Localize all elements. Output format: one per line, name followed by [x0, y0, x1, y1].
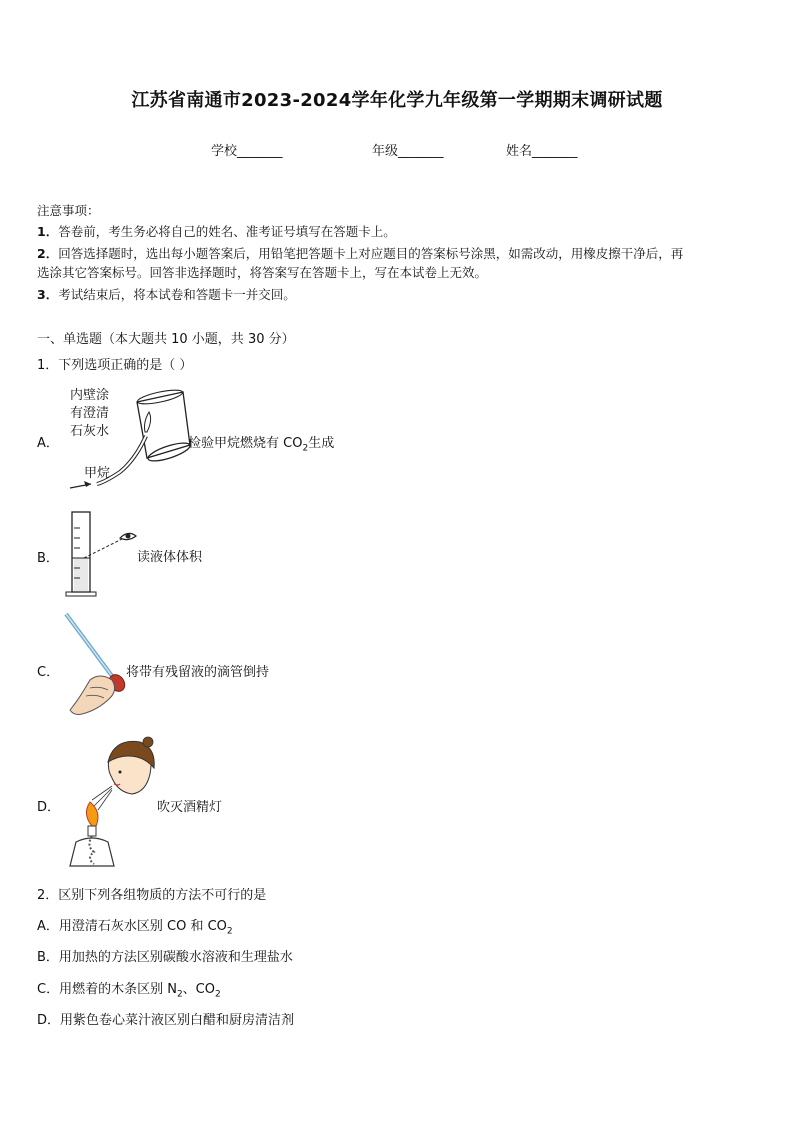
q1-a-gas-label: 甲烷 — [84, 466, 111, 481]
graduated-cylinder-diagram — [62, 508, 142, 600]
q1-option-d-caption: 吹灭酒精灯 — [157, 800, 223, 815]
q2-option-d: D．用紫色卷心菜汁液区别白醋和厨房清洁剂 — [37, 1013, 295, 1028]
question-1-stem: 1．下列选项正确的是（ ） — [37, 358, 193, 373]
q1-option-b-label: B． — [37, 551, 59, 566]
q1-option-a-caption: 检验甲烷燃烧有 $CO_2$生成 — [188, 436, 335, 454]
q1-a-image-label: 内壁涂 有澄清 石灰水 — [70, 388, 110, 439]
dropper-in-hand-diagram — [60, 610, 130, 722]
section-heading: 一、单选题（本大题共 10 小题，共 30 分） — [37, 332, 295, 347]
page-title: 江苏省南通市2023-2024学年化学九年级第一学期期末调研试题 — [131, 90, 663, 111]
q1-option-c-label: C． — [37, 665, 60, 680]
note-1: 1．答卷前，考生务必将自己的姓名、准考证号填写在答题卡上。 — [37, 224, 396, 239]
beaker-over-flame-diagram — [65, 390, 195, 500]
name-field: 姓名_______ — [506, 144, 578, 159]
q2-option-a: A．用澄清石灰水区别 CO 和 $CO_2$ — [37, 919, 233, 937]
note-3: 3．考试结束后，将本试卷和答题卡一并交回。 — [37, 287, 296, 302]
blowing-out-alcohol-lamp-diagram — [62, 734, 162, 874]
notes-heading: 注意事项： — [37, 203, 100, 218]
grade-field: 年级_______ — [372, 144, 444, 159]
question-2-stem: 2．区别下列各组物质的方法不可行的是 — [37, 888, 267, 903]
q1-option-b-caption: 读液体体积 — [137, 550, 203, 565]
q1-option-a-label: A． — [37, 436, 59, 451]
q2-option-b: B．用加热的方法区别碳酸水溶液和生理盐水 — [37, 950, 293, 965]
note-2-cont: 选涂其它答案标号。回答非选择题时，将答案写在答题卡上，写在本试卷上无效。 — [37, 265, 488, 280]
q2-option-c: C．用燃着的木条区别 $N_2$、$CO_2$ — [37, 982, 221, 1000]
school-field: 学校_______ — [211, 144, 283, 159]
q1-option-d-label: D． — [37, 800, 61, 815]
q1-option-c-caption: 将带有残留液的滴管倒持 — [126, 665, 270, 680]
note-2: 2．回答选择题时，选出每小题答案后，用铅笔把答题卡上对应题目的答案标号涂黑，如需改动，用橡皮擦干净后，再 — [37, 246, 684, 261]
